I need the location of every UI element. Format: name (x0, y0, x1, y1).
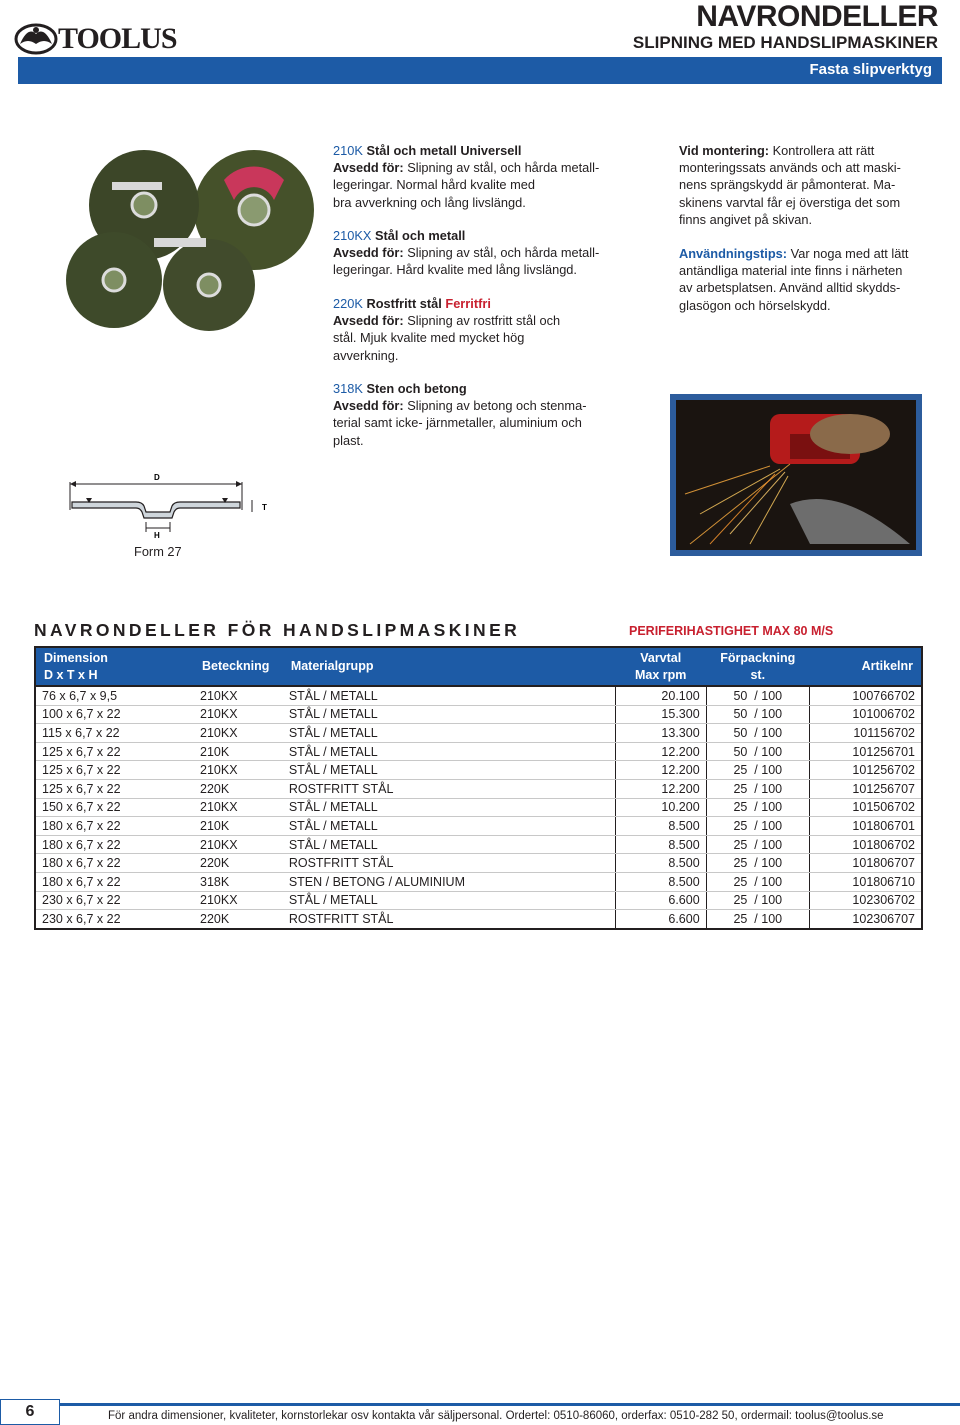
table-cell: 10.200 (615, 798, 706, 817)
section-bar-label: Fasta slipverktyg (809, 61, 932, 78)
drawing-label-t: T (262, 503, 267, 512)
table-cell: 125 x 6,7 x 22 (35, 742, 194, 761)
table-row (35, 835, 922, 854)
table-cell: 230 x 6,7 x 22 (35, 891, 194, 910)
table-cell: 101256702 (809, 761, 922, 780)
table-cell: 12.200 (615, 742, 706, 761)
product-desc: legeringar. Normal hård kvalite med (333, 177, 536, 193)
table-cell: 115 x 6,7 x 22 (35, 724, 194, 743)
table-cell: 25 / 100 (706, 854, 809, 873)
mounting-note (679, 142, 929, 228)
product-desc: Slipning av stål, och hårda metall- (403, 245, 600, 261)
table-cell: 8.500 (615, 854, 706, 873)
table-cell: 150 x 6,7 x 22 (35, 798, 194, 817)
table-title: NAVRONDELLER FÖR HANDSLIPMASKINER (34, 620, 521, 640)
table-cell: STÅL / METALL (283, 724, 615, 743)
table-cell: 102306702 (809, 891, 922, 910)
logo-emblem-icon (14, 20, 58, 58)
table-cell: 50 / 100 (706, 686, 809, 705)
product-name: Rostfritt stål (362, 296, 446, 311)
table-header-row (35, 647, 922, 686)
note-text: antändliga material inte finns i närheten (679, 263, 903, 279)
product-210kx (333, 227, 623, 279)
table-cell: 50 / 100 (706, 742, 809, 761)
footer-contact: För andra dimensioner, kvaliteter, kornstorlekar osv kontakta vår säljpersonal. Ordertel: 0510-86060, orderfax: 0510-282 50, ordermail: toolus@toolus.se (108, 1410, 884, 1422)
product-desc: Slipning av rostfritt stål och (403, 313, 561, 329)
table-cell: 101806701 (809, 817, 922, 836)
table-cell: STÅL / METALL (283, 761, 615, 780)
table-cell: 180 x 6,7 x 22 (35, 835, 194, 854)
footer-bar (0, 1403, 960, 1406)
table-cell: ROSTFRITT STÅL (283, 854, 615, 873)
table-cell: STÅL / METALL (283, 705, 615, 724)
table-cell: 25 / 100 (706, 835, 809, 854)
table-cell: 101006702 (809, 705, 922, 724)
table-cell: STÅL / METALL (283, 835, 615, 854)
col-code: Beteckning (194, 647, 283, 686)
table-row (35, 761, 922, 780)
table-cell: STÅL / METALL (283, 817, 615, 836)
usage-tips (679, 245, 929, 314)
table-cell: 180 x 6,7 x 22 (35, 872, 194, 891)
table-cell: 102306707 (809, 910, 922, 929)
note-text: skinens varvtal får ej överstiga det som (679, 194, 901, 210)
product-210k (333, 142, 623, 211)
product-desc: terial samt icke- järnmetaller, aluminium och (333, 415, 582, 431)
col-material: Materialgrupp (283, 647, 615, 686)
table-cell: 100 x 6,7 x 22 (35, 705, 194, 724)
table-row (35, 817, 922, 836)
table-cell: 101506702 (809, 798, 922, 817)
table-row (35, 854, 922, 873)
table-cell: 13.300 (615, 724, 706, 743)
table-row (35, 686, 922, 705)
table-row (35, 891, 922, 910)
purpose-label: Avsedd för: (333, 398, 404, 414)
table-cell: ROSTFRITT STÅL (283, 779, 615, 798)
drawing-caption: Form 27 (134, 544, 182, 559)
table-cell: 210KX (194, 835, 283, 854)
note-text: Var noga med att lätt (787, 246, 909, 261)
table-cell: 20.100 (615, 686, 706, 705)
table-row (35, 705, 922, 724)
table-cell: 25 / 100 (706, 910, 809, 929)
table-cell: 25 / 100 (706, 761, 809, 780)
table-cell: 15.300 (615, 705, 706, 724)
table-cell: 25 / 100 (706, 779, 809, 798)
product-table (34, 646, 923, 930)
purpose-label: Avsedd för: (333, 245, 404, 261)
table-cell: 12.200 (615, 761, 706, 780)
drawing-label-h: H (154, 531, 160, 540)
mounting-label: Vid montering: (679, 143, 770, 158)
table-cell: 101806702 (809, 835, 922, 854)
table-cell: 220K (194, 779, 283, 798)
form27-drawing (66, 470, 276, 540)
product-code: 210K (333, 143, 363, 158)
table-cell: 8.500 (615, 835, 706, 854)
note-text: av arbetsplatsen. Använd alltid skydds- (679, 280, 901, 296)
product-desc: plast. (333, 432, 364, 448)
table-cell: 8.500 (615, 872, 706, 891)
note-text: glasögon och hörselskydd. (679, 297, 831, 313)
table-cell: 210KX (194, 705, 283, 724)
table-cell: 220K (194, 854, 283, 873)
col-article: Artikelnr (809, 647, 922, 686)
product-desc: bra avverkning och lång livslängd. (333, 194, 526, 210)
table-cell: 25 / 100 (706, 798, 809, 817)
table-cell: 220K (194, 910, 283, 929)
table-row (35, 910, 922, 929)
table-cell: 101806710 (809, 872, 922, 891)
drawing-label-d: D (154, 473, 160, 482)
table-cell: STÅL / METALL (283, 798, 615, 817)
table-cell: 210K (194, 742, 283, 761)
product-318k (333, 380, 623, 449)
table-cell: 25 / 100 (706, 817, 809, 836)
table-cell: 210KX (194, 686, 283, 705)
table-cell: STÅL / METALL (283, 742, 615, 761)
col-speed: Varvtal Max rpm (615, 647, 706, 686)
product-desc: stål. Mjuk kvalite med mycket hög (333, 330, 525, 346)
product-tag: Ferritfri (445, 296, 491, 311)
table-cell: 12.200 (615, 779, 706, 798)
page-number: 6 (0, 1399, 60, 1425)
table-cell: STÅL / METALL (283, 686, 615, 705)
col-dimension: Dimension D x T x H (35, 647, 194, 686)
table-cell: 25 / 100 (706, 891, 809, 910)
table-cell: 210KX (194, 798, 283, 817)
table-cell: 125 x 6,7 x 22 (35, 779, 194, 798)
table-cell: 210KX (194, 761, 283, 780)
table-cell: 6.600 (615, 891, 706, 910)
page-subtitle: SLIPNING MED HANDSLIPMASKINER (632, 33, 938, 52)
table-row (35, 742, 922, 761)
table-cell: 101256701 (809, 742, 922, 761)
table-cell: 76 x 6,7 x 9,5 (35, 686, 194, 705)
peripheral-speed: PERIFERIHASTIGHET MAX 80 M/S (629, 624, 834, 638)
note-text: finns angivet på skivan. (679, 211, 813, 227)
table-cell: 125 x 6,7 x 22 (35, 761, 194, 780)
table-cell: 180 x 6,7 x 22 (35, 817, 194, 836)
table-row (35, 724, 922, 743)
product-name: Stål och metall (371, 228, 466, 243)
product-desc: Slipning av stål, och hårda metall- (403, 160, 600, 176)
note-text: monteringssats används och att maski- (679, 160, 901, 176)
product-name: Stål och metall Universell (362, 143, 522, 158)
note-text: nens sprängskydd är påmonterat. Ma- (679, 177, 896, 193)
table-cell: 100766702 (809, 686, 922, 705)
table-cell: 25 / 100 (706, 872, 809, 891)
tips-label: Användningstips: (679, 246, 788, 261)
table-row (35, 779, 922, 798)
table-cell: 101256707 (809, 779, 922, 798)
table-cell: 180 x 6,7 x 22 (35, 854, 194, 873)
product-code: 220K (333, 296, 363, 311)
grinding-discs-photo (54, 140, 314, 335)
table-cell: 210KX (194, 891, 283, 910)
page-title: NAVRONDELLER (696, 0, 938, 33)
product-desc: Slipning av betong och stenma- (403, 398, 587, 414)
table-cell: STEN / BETONG / ALUMINIUM (283, 872, 615, 891)
table-cell: 8.500 (615, 817, 706, 836)
table-cell: 101156702 (809, 724, 922, 743)
purpose-label: Avsedd för: (333, 313, 404, 329)
table-cell: 50 / 100 (706, 724, 809, 743)
grinding-sparks-photo (670, 394, 922, 556)
logo-text: TOOLUS (58, 22, 177, 55)
product-name: Sten och betong (362, 381, 467, 396)
table-cell: 210KX (194, 724, 283, 743)
note-text: Kontrollera att rätt (769, 143, 875, 158)
purpose-label: Avsedd för: (333, 160, 404, 176)
toolus-logo (14, 20, 186, 58)
table-cell: 210K (194, 817, 283, 836)
section-bar (18, 57, 942, 84)
col-pack: Förpackning st. (706, 647, 809, 686)
product-desc: avverkning. (333, 347, 399, 363)
table-row (35, 798, 922, 817)
table-cell: 101806707 (809, 854, 922, 873)
product-220k (333, 295, 623, 364)
product-code: 318K (333, 381, 363, 396)
table-cell: STÅL / METALL (283, 891, 615, 910)
table-row (35, 872, 922, 891)
table-cell: 50 / 100 (706, 705, 809, 724)
table-cell: 318K (194, 872, 283, 891)
table-cell: 6.600 (615, 910, 706, 929)
table-cell: 230 x 6,7 x 22 (35, 910, 194, 929)
product-code: 210KX (333, 228, 372, 243)
product-desc: legeringar. Hård kvalite med lång livslängd. (333, 262, 577, 278)
table-cell: ROSTFRITT STÅL (283, 910, 615, 929)
